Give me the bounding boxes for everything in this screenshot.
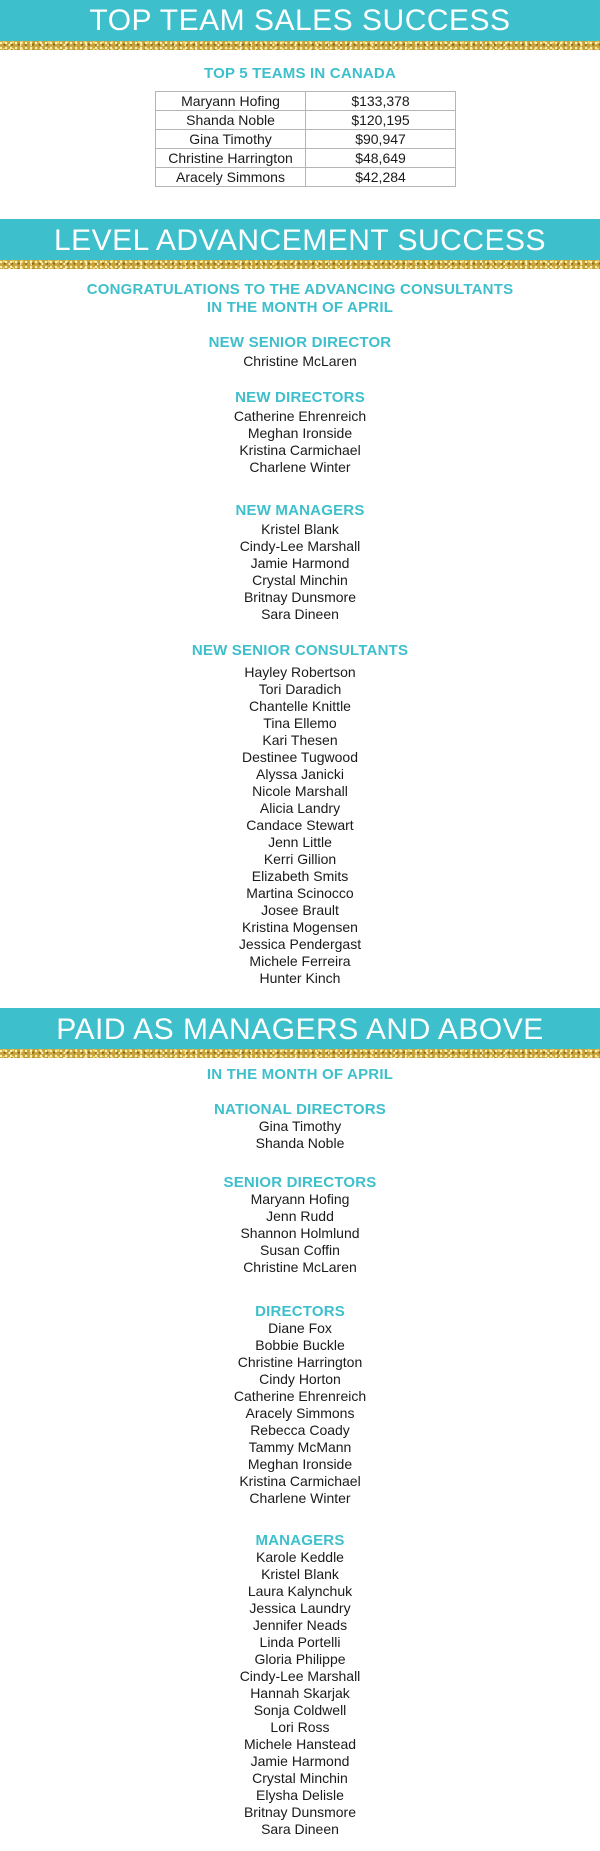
name-list bbox=[0, 664, 600, 987]
group-heading: DIRECTORS bbox=[255, 1303, 345, 1320]
list-item: Catherine Ehrenreich bbox=[233, 1388, 367, 1404]
gold-glitter-divider bbox=[0, 260, 600, 269]
list-item: Sara Dineen bbox=[261, 606, 339, 622]
list-item: Hunter Kinch bbox=[259, 970, 341, 986]
table-row bbox=[156, 168, 456, 187]
list-item: Shannon Holmlund bbox=[240, 1225, 360, 1241]
team-sales-amount: $48,649 bbox=[306, 149, 456, 168]
list-item: Martina Scinocco bbox=[246, 885, 354, 901]
list-item: Destinee Tugwood bbox=[242, 749, 358, 765]
group-heading: SENIOR DIRECTORS bbox=[223, 1174, 377, 1191]
gold-glitter-divider bbox=[0, 1049, 600, 1058]
list-item: Alyssa Janicki bbox=[256, 766, 344, 782]
list-item: Jamie Harmond bbox=[250, 1753, 350, 1769]
list-item: Kristina Carmichael bbox=[239, 442, 361, 458]
list-item: Charlene Winter bbox=[249, 1490, 351, 1506]
list-item: Kristel Blank bbox=[261, 521, 339, 537]
list-item: Kristel Blank bbox=[261, 1566, 339, 1582]
list-item: Meghan Ironside bbox=[247, 425, 353, 441]
team-leader-name: Gina Timothy bbox=[156, 130, 306, 149]
list-item: Laura Kalynchuk bbox=[247, 1583, 353, 1599]
list-item: Christine McLaren bbox=[243, 353, 357, 369]
list-item: Hayley Robertson bbox=[244, 664, 356, 680]
list-item: Shanda Noble bbox=[255, 1135, 345, 1151]
list-item: Hannah Skarjak bbox=[250, 1685, 350, 1701]
month-subheading: IN THE MONTH OF APRIL bbox=[206, 1066, 394, 1083]
name-list bbox=[0, 1118, 600, 1152]
list-item: Cindy Horton bbox=[259, 1371, 341, 1387]
list-item: Chantelle Knittle bbox=[249, 698, 351, 714]
group-heading: NATIONAL DIRECTORS bbox=[214, 1101, 386, 1118]
list-item: Charlene Winter bbox=[249, 459, 351, 475]
list-item: Tammy McMann bbox=[248, 1439, 352, 1455]
name-list bbox=[0, 408, 600, 476]
group-heading: MANAGERS bbox=[255, 1532, 345, 1549]
list-item: Elysha Delisle bbox=[256, 1787, 344, 1803]
group-heading: NEW SENIOR CONSULTANTS bbox=[191, 642, 409, 659]
list-item: Christine Harrington bbox=[237, 1354, 363, 1370]
list-item: Michele Hanstead bbox=[243, 1736, 357, 1752]
group-heading: NEW MANAGERS bbox=[235, 502, 365, 519]
list-item: Rebecca Coady bbox=[250, 1422, 350, 1438]
list-item: Elizabeth Smits bbox=[251, 868, 349, 884]
team-leader-name: Christine Harrington bbox=[156, 149, 306, 168]
month-subheading: IN THE MONTH OF APRIL bbox=[206, 299, 394, 316]
list-item: Crystal Minchin bbox=[252, 1770, 348, 1786]
team-sales-amount: $133,378 bbox=[306, 92, 456, 111]
list-item: Jenn Little bbox=[268, 834, 332, 850]
list-item: Britnay Dunsmore bbox=[243, 589, 357, 605]
gold-glitter-divider bbox=[0, 41, 600, 50]
section-banner-paid-as-managers: PAID AS MANAGERS AND ABOVE bbox=[0, 1008, 600, 1049]
list-item: Sonja Coldwell bbox=[253, 1702, 347, 1718]
list-item: Sara Dineen bbox=[261, 1821, 339, 1837]
group-heading: NEW SENIOR DIRECTOR bbox=[208, 334, 392, 351]
list-item: Cindy-Lee Marshall bbox=[239, 1668, 361, 1684]
list-item: Lori Ross bbox=[270, 1719, 330, 1735]
list-item: Karole Keddle bbox=[256, 1549, 344, 1565]
list-item: Crystal Minchin bbox=[252, 572, 348, 588]
list-item: Diane Fox bbox=[268, 1320, 332, 1336]
list-item: Tori Daradich bbox=[258, 681, 342, 697]
list-item: Aracely Simmons bbox=[245, 1405, 355, 1421]
list-item: Josee Brault bbox=[261, 902, 339, 918]
list-item: Gloria Philippe bbox=[254, 1651, 346, 1667]
list-item: Bobbie Buckle bbox=[255, 1337, 345, 1353]
top-teams-heading: TOP 5 TEAMS IN CANADA bbox=[203, 65, 396, 82]
name-list bbox=[0, 1549, 600, 1838]
team-sales-amount: $90,947 bbox=[306, 130, 456, 149]
list-item: Susan Coffin bbox=[260, 1242, 340, 1258]
list-item: Kristina Mogensen bbox=[242, 919, 358, 935]
list-item: Kerri Gillion bbox=[263, 851, 337, 867]
list-item: Tina Ellemo bbox=[263, 715, 337, 731]
list-item: Meghan Ironside bbox=[247, 1456, 353, 1472]
group-heading: NEW DIRECTORS bbox=[235, 389, 365, 406]
list-item: Christine McLaren bbox=[243, 1259, 357, 1275]
name-list bbox=[0, 1320, 600, 1507]
list-item: Kari Thesen bbox=[262, 732, 338, 748]
team-leader-name: Shanda Noble bbox=[156, 111, 306, 130]
section-banner-top-team: TOP TEAM SALES SUCCESS bbox=[0, 0, 600, 41]
name-list bbox=[0, 1191, 600, 1276]
table-row bbox=[156, 130, 456, 149]
list-item: Britnay Dunsmore bbox=[243, 1804, 357, 1820]
list-item: Maryann Hofing bbox=[250, 1191, 350, 1207]
list-item: Jessica Pendergast bbox=[238, 936, 362, 952]
table-row bbox=[156, 111, 456, 130]
list-item: Jenn Rudd bbox=[266, 1208, 334, 1224]
table-row bbox=[156, 149, 456, 168]
team-sales-amount: $120,195 bbox=[306, 111, 456, 130]
list-item: Jessica Laundry bbox=[249, 1600, 351, 1616]
list-item: Michele Ferreira bbox=[249, 953, 351, 969]
list-item: Jamie Harmond bbox=[250, 555, 350, 571]
list-item: Alicia Landry bbox=[259, 800, 341, 816]
list-item: Linda Portelli bbox=[259, 1634, 341, 1650]
name-list bbox=[0, 521, 600, 623]
team-leader-name: Maryann Hofing bbox=[156, 92, 306, 111]
name-list bbox=[0, 353, 600, 370]
section-banner-level-advancement: LEVEL ADVANCEMENT SUCCESS bbox=[0, 219, 600, 260]
team-leader-name: Aracely Simmons bbox=[156, 168, 306, 187]
list-item: Jennifer Neads bbox=[252, 1617, 348, 1633]
list-item: Candace Stewart bbox=[246, 817, 354, 833]
list-item: Nicole Marshall bbox=[252, 783, 348, 799]
congratulations-heading: CONGRATULATIONS TO THE ADVANCING CONSULTANTS bbox=[86, 281, 514, 298]
team-sales-amount: $42,284 bbox=[306, 168, 456, 187]
list-item: Gina Timothy bbox=[258, 1118, 342, 1134]
top-teams-table bbox=[155, 91, 456, 187]
list-item: Kristina Carmichael bbox=[239, 1473, 361, 1489]
list-item: Catherine Ehrenreich bbox=[233, 408, 367, 424]
table-row bbox=[156, 92, 456, 111]
list-item: Cindy-Lee Marshall bbox=[239, 538, 361, 554]
